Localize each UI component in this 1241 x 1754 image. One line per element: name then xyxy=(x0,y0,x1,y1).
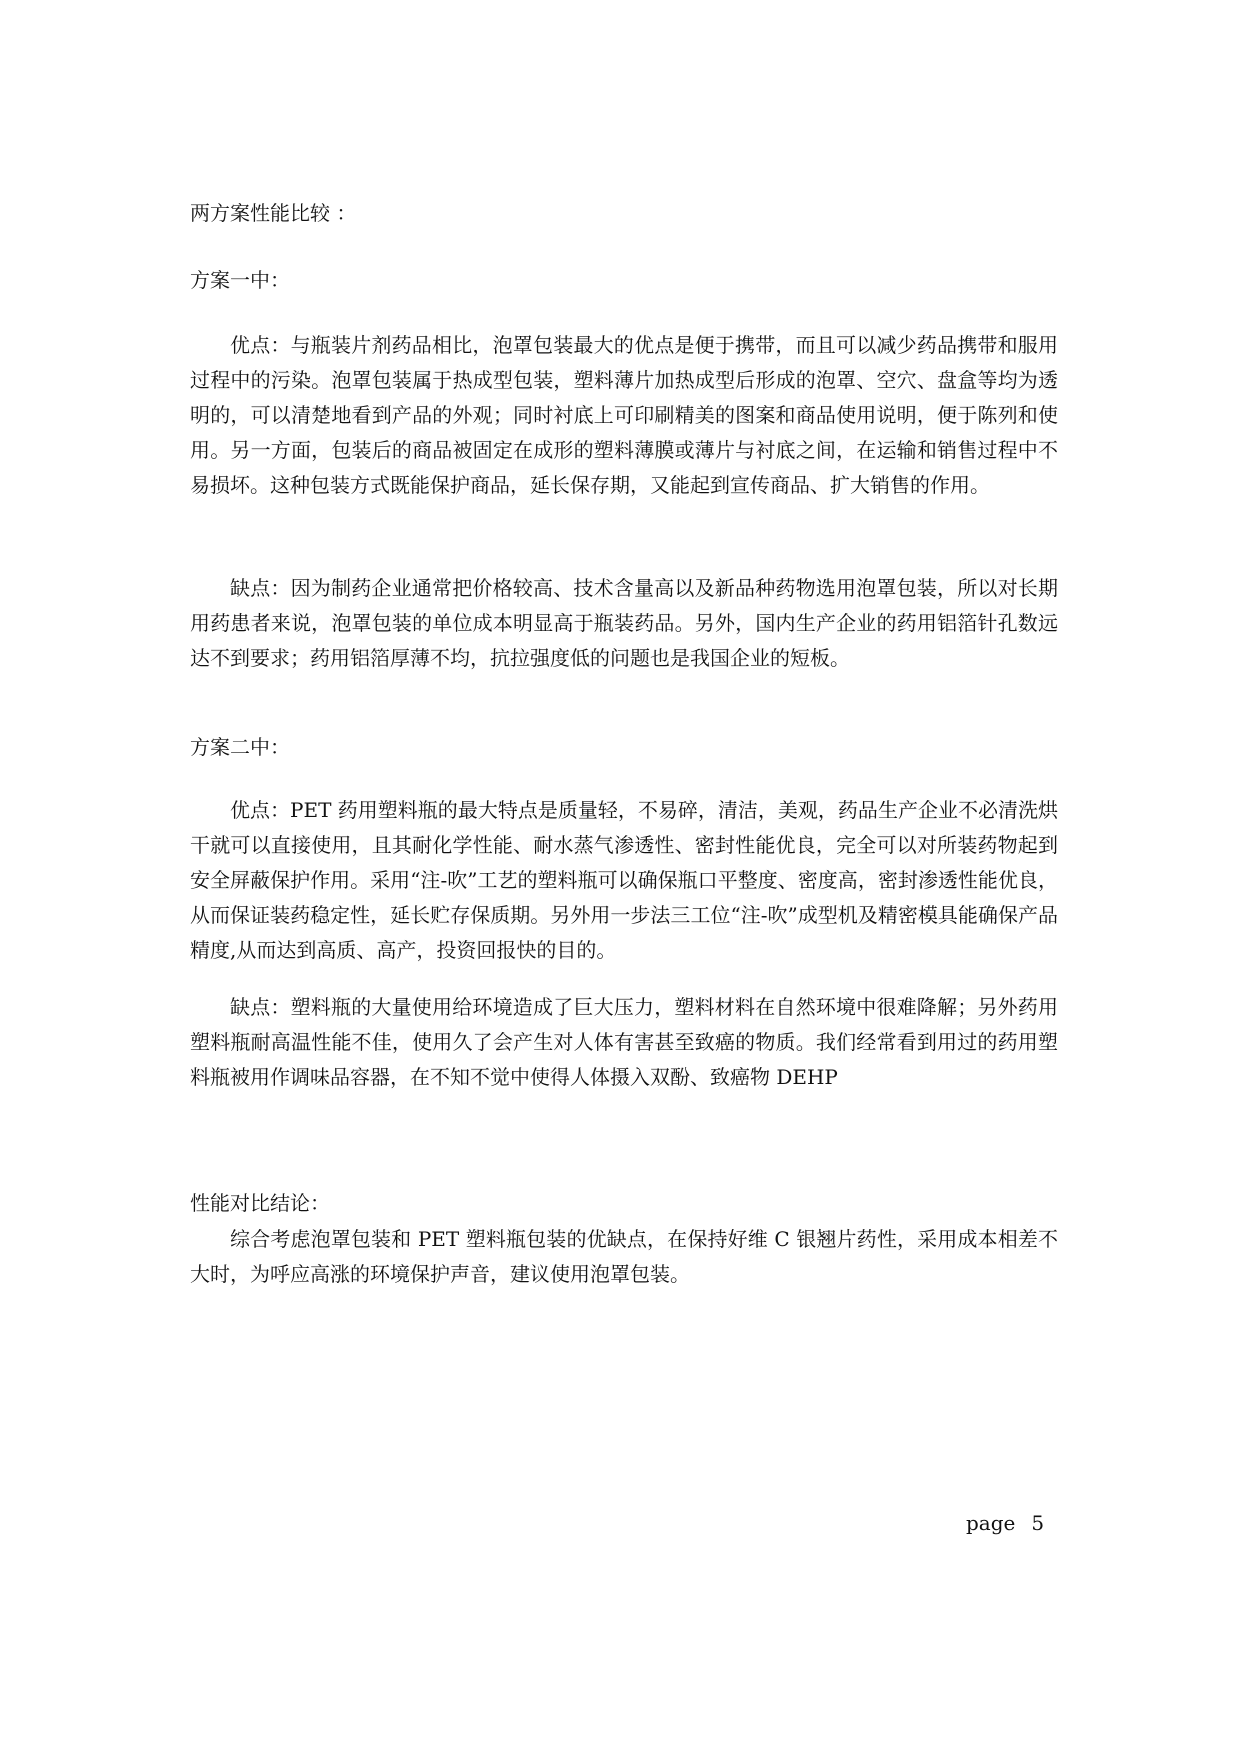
conclusion-heading: 性能对比结论： xyxy=(190,1191,330,1215)
plan1-pros-paragraph: 优点：与瓶装片剂药品相比，泡罩包装最大的优点是便于携带，而且可以减少药品携带和服用过程中的污染。泡罩包装属于热成型包装，塑料薄片加热成型后形成的泡罩、空穴、盘盒等均为透明的，可以清楚地看到产品的外观；同时衬底上可印刷精美的图案和商品使用说明，便于陈列和使用。另一方面，包装后的商品被固定在成形的塑料薄膜或薄片与衬底之间，在运输和销售过程中不易损坏。这种包装方式既能保护商品，延长保存期，又能起到宣传商品、扩大销售的作用。 xyxy=(190,333,1058,497)
plan2-cons-paragraph: 缺点：塑料瓶的大量使用给环境造成了巨大压力，塑料材料在自然环境中很难降解；另外药用塑料瓶耐高温性能不佳，使用久了会产生对人体有害甚至致癌的物质。我们经常看到用过的药用塑料瓶被用作调味品容器，在不知不觉中使得人体摄入双酚、致癌物 DEHP xyxy=(190,995,1058,1089)
plan2-heading: 方案二中： xyxy=(190,735,290,759)
page-label: page xyxy=(966,1511,1016,1535)
page-footer xyxy=(966,1508,1044,1538)
plan1-heading: 方案一中： xyxy=(190,268,290,292)
plan2-pros-paragraph: 优点：PET 药用塑料瓶的最大特点是质量轻，不易碎，清洁，美观，药品生产企业不必清洗烘干就可以直接使用，且其耐化学性能、耐水蒸气渗透性、密封性能优良，完全可以对所装药物起到安全屏蔽保护作用。采用“注-吹”工艺的塑料瓶可以确保瓶口平整度、密度高，密封渗透性能优良，从而保证装药稳定性，延长贮存保质期。另外用一步法三工位“注-吹”成型机及精密模具能确保产品精度,从而达到高质、高产，投资回报快的目的。 xyxy=(190,798,1058,962)
section-title: 两方案性能比较 ： xyxy=(190,201,357,225)
plan1-cons-paragraph: 缺点：因为制药企业通常把价格较高、技术含量高以及新品种药物选用泡罩包装，所以对长期用药患者来说，泡罩包装的单位成本明显高于瓶装药品。另外，国内生产企业的药用铝箔针孔数远达不到要求；药用铝箔厚薄不均，抗拉强度低的问题也是我国企业的短板。 xyxy=(190,576,1058,670)
conclusion-paragraph: 综合考虑泡罩包装和 PET 塑料瓶包装的优缺点，在保持好维 C 银翘片药性，采用成本相差不大时，为呼应高涨的环境保护声音，建议使用泡罩包装。 xyxy=(190,1227,1058,1286)
page-number: 5 xyxy=(1031,1511,1045,1535)
